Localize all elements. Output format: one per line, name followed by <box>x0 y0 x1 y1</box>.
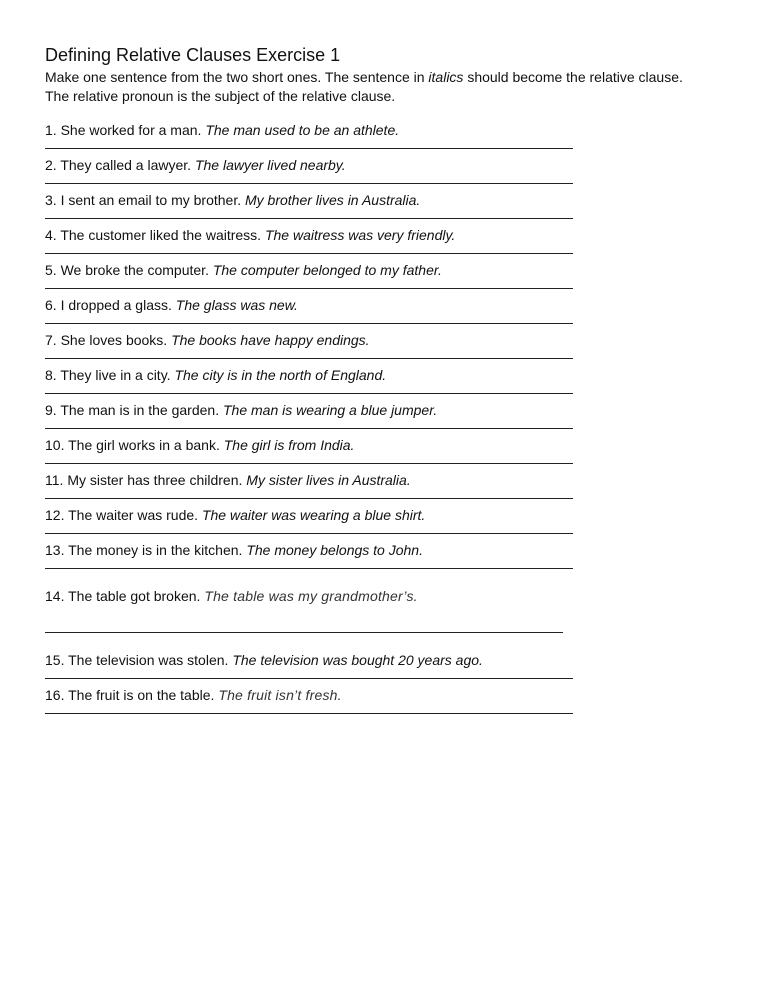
item-clause-sentence: The waiter was wearing a blue shirt. <box>201 507 426 523</box>
item-number: 10. <box>45 437 65 453</box>
exercise-item-4 <box>45 227 745 244</box>
item-number: 8. <box>45 367 57 383</box>
item-main-sentence: The fruit is on the table. <box>68 687 215 703</box>
item-clause-sentence: The waitress was very friendly. <box>264 227 456 243</box>
item-clause-sentence: The glass was new. <box>175 297 298 313</box>
item-number: 11. <box>45 472 64 488</box>
item-clause-sentence: The city is in the north of England. <box>174 367 387 383</box>
item-number: 2. <box>45 157 57 173</box>
exercise-item-10 <box>45 437 745 454</box>
item-main-sentence: The money is in the kitchen. <box>68 542 243 558</box>
exercise-item-2 <box>45 157 745 174</box>
item-number: 13. <box>45 542 65 558</box>
answer-line[interactable] <box>45 678 573 679</box>
item-number: 1. <box>45 122 57 138</box>
item-main-sentence: They live in a city. <box>60 367 171 383</box>
item-main-sentence: We broke the computer. <box>60 262 209 278</box>
answer-line[interactable] <box>45 218 573 219</box>
answer-line[interactable] <box>45 463 573 464</box>
item-number: 14. <box>45 588 65 604</box>
answer-line[interactable] <box>45 498 573 499</box>
item-main-sentence: She worked for a man. <box>60 122 202 138</box>
instructions-italic-word: italics <box>428 69 464 85</box>
item-clause-sentence: The lawyer lived nearby. <box>194 157 346 173</box>
answer-line[interactable] <box>45 568 573 569</box>
item-main-sentence: They called a lawyer. <box>60 157 192 173</box>
item-number: 3. <box>45 192 57 208</box>
item-clause-sentence: The television was bought 20 years ago. <box>232 652 483 668</box>
item-main-sentence: The television was stolen. <box>68 652 229 668</box>
exercise-item-15 <box>45 652 745 669</box>
answer-line[interactable] <box>45 428 573 429</box>
exercise-item-13 <box>45 542 745 559</box>
answer-line[interactable] <box>45 253 573 254</box>
exercise-item-9 <box>45 402 745 419</box>
item-number: 5. <box>45 262 57 278</box>
item-clause-sentence: The money belongs to John. <box>246 542 423 558</box>
item-clause-sentence: My brother lives in Australia. <box>245 192 421 208</box>
item-main-sentence: The girl works in a bank. <box>68 437 220 453</box>
item-main-sentence: The man is in the garden. <box>60 402 220 418</box>
answer-line[interactable] <box>45 533 573 534</box>
answer-line[interactable] <box>45 323 573 324</box>
item-number: 16. <box>45 687 65 703</box>
answer-line[interactable] <box>45 288 573 289</box>
item-number: 15. <box>45 652 65 668</box>
item-main-sentence: I sent an email to my brother. <box>60 192 242 208</box>
item-number: 7. <box>45 332 57 348</box>
exercise-item-16 <box>45 687 745 704</box>
exercise-list <box>45 122 745 714</box>
item-main-sentence: She loves books. <box>60 332 168 348</box>
item-main-sentence: The customer liked the waitress. <box>60 227 262 243</box>
item-main-sentence: The waiter was rude. <box>68 507 199 523</box>
answer-line[interactable] <box>45 713 573 714</box>
exercise-item-6 <box>45 297 745 314</box>
item-clause-sentence: The books have happy endings. <box>171 332 370 348</box>
exercise-item-3 <box>45 192 745 209</box>
item-clause-sentence: The man used to be an athlete. <box>205 122 400 138</box>
item-number: 12. <box>45 507 65 523</box>
item-main-sentence: My sister has three children. <box>67 472 243 488</box>
page-title: Defining Relative Clauses Exercise 1 <box>45 45 341 65</box>
item-clause-sentence: The computer belonged to my father. <box>212 262 442 278</box>
answer-line[interactable] <box>45 183 573 184</box>
item-clause-sentence: The girl is from India. <box>223 437 355 453</box>
answer-line[interactable] <box>45 393 573 394</box>
item-number: 4. <box>45 227 57 243</box>
answer-line[interactable] <box>45 358 573 359</box>
exercise-item-7 <box>45 332 745 349</box>
exercise-item-8 <box>45 367 745 384</box>
instructions-part2: should become the relative clause. The relative pronoun is the subject of the relative clause. <box>45 69 683 104</box>
answer-line[interactable] <box>45 632 563 633</box>
item-clause-sentence: My sister lives in Australia. <box>246 472 411 488</box>
exercise-item-1 <box>45 122 745 139</box>
item-number: 6. <box>45 297 57 313</box>
item-clause-sentence: The fruit isn’t fresh. <box>218 687 342 703</box>
exercise-item-5 <box>45 262 745 279</box>
instructions-part1: Make one sentence from the two short ones. The sentence in <box>45 69 429 85</box>
item-clause-sentence: The table was my grandmother’s. <box>204 588 418 604</box>
item-main-sentence: The table got broken. <box>68 588 201 604</box>
worksheet <box>45 44 745 722</box>
item-clause-sentence: The man is wearing a blue jumper. <box>222 402 438 418</box>
item-number: 9. <box>45 402 57 418</box>
answer-line[interactable] <box>45 148 573 149</box>
exercise-item-11 <box>45 472 745 489</box>
exercise-item-14 <box>45 588 745 605</box>
instructions <box>45 68 695 106</box>
item-main-sentence: I dropped a glass. <box>60 297 172 313</box>
exercise-item-12 <box>45 507 745 524</box>
